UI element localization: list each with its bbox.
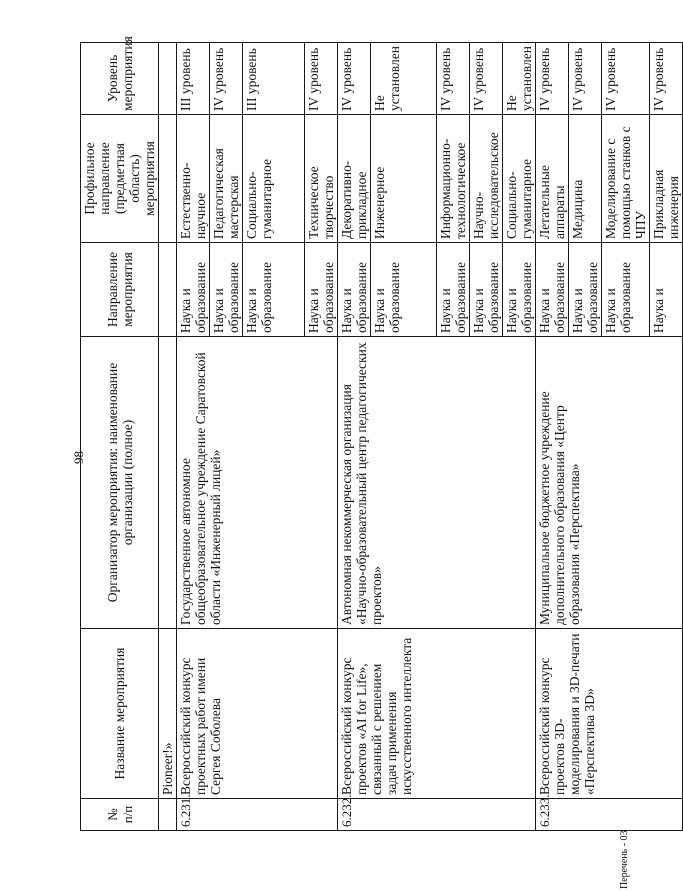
event-level: IV уровень [650,43,683,115]
header-name: Название мероприятия [81,629,159,799]
section-title: Pioneer!» [159,629,177,799]
footer-note: Перечень - 03 [619,830,630,889]
event-direction: Наука и образование [177,243,210,337]
header-organizer: Организатор мероприятия: наименование организации (полное) [81,337,159,629]
event-level: IV уровень [569,43,602,115]
event-level: IV уровень [305,43,338,115]
event-level: IV уровень [536,43,569,115]
page-number: 98 [71,451,86,464]
event-profile: Прикладная инженерия [650,115,683,243]
event-profile: Инженерное [371,115,437,243]
event-number: 6.232. [338,799,536,831]
event-direction: Наука и образование [536,243,569,337]
event-profile: Социально-гуманитарное [243,115,305,243]
header-number: № п/п [81,799,159,831]
event-direction: Наука и образование [602,243,650,337]
event-direction: Наука и образование [437,243,470,337]
event-profile: Социально-гуманитарное [503,115,536,243]
event-level: IV уровень [602,43,650,115]
event-level: IV уровень [470,43,503,115]
event-direction: Наука и образование [503,243,536,337]
header-profile: Профильное направление (предметная область) мероприятия [81,115,159,243]
event-level: Не установлен [503,43,536,115]
event-profile: Информационно-технологическое [437,115,470,243]
event-direction: Наука и образование [470,243,503,337]
event-level: IV уровень [210,43,243,115]
event-profile: Педагогическая мастерская [210,115,243,243]
event-name: Всероссийский конкурс проектов 3D-моделирования и 3D-печати «Перспектива 3D» [536,629,683,799]
event-direction: Наука и [650,243,683,337]
event-profile: Научно-исследовательское [470,115,503,243]
event-profile: Декоративно-прикладное [338,115,371,243]
event-level: IV уровень [437,43,470,115]
event-level: Не установлен [371,43,437,115]
event-profile: Техническое творчество [305,115,338,243]
table-header-row [81,43,159,831]
event-organizer: Государственное автономное общеобразовательное учреждение Саратовской области «Инженерный лицей» [177,337,338,629]
section-row [159,43,177,831]
event-profile: Летательные аппараты [536,115,569,243]
section-empty-cell [159,799,177,831]
event-level: III уровень [177,43,210,115]
table-row [536,43,569,831]
event-organizer: Муниципальное бюджетное учреждение дополнительного образования «Центр образования «Перспектива» [536,337,683,629]
header-level: Уровень мероприятия [81,43,159,115]
event-profile: Естественно-научное [177,115,210,243]
table-row [177,43,210,831]
event-level: IV уровень [338,43,371,115]
event-level: III уровень [243,43,305,115]
events-table [80,36,683,831]
event-profile: Медицина [569,115,602,243]
event-direction: Наука и образование [210,243,243,337]
header-direction: Направление мероприятия [81,243,159,337]
event-name: Всероссийский конкурс проектов «AI for Life», связанный с решением задач применения искусственного интеллекта [338,629,536,799]
event-direction: Наука и образование [243,243,305,337]
event-number: 6.233. [536,799,683,831]
event-direction: Наука и образование [338,243,371,337]
event-name: Всероссийский конкурс проектных работ имени Сергея Соболева [177,629,338,799]
event-direction: Наука и образование [305,243,338,337]
event-profile: Моделирование с помощью станков с ЧПУ [602,115,650,243]
event-direction: Наука и образование [371,243,437,337]
event-number: 6.231. [177,799,338,831]
event-direction: Наука и образование [569,243,602,337]
table-row [338,43,371,831]
event-organizer: Автономная некоммерческая организация «Научно-образовательный центр педагогических проектов» [338,337,536,629]
